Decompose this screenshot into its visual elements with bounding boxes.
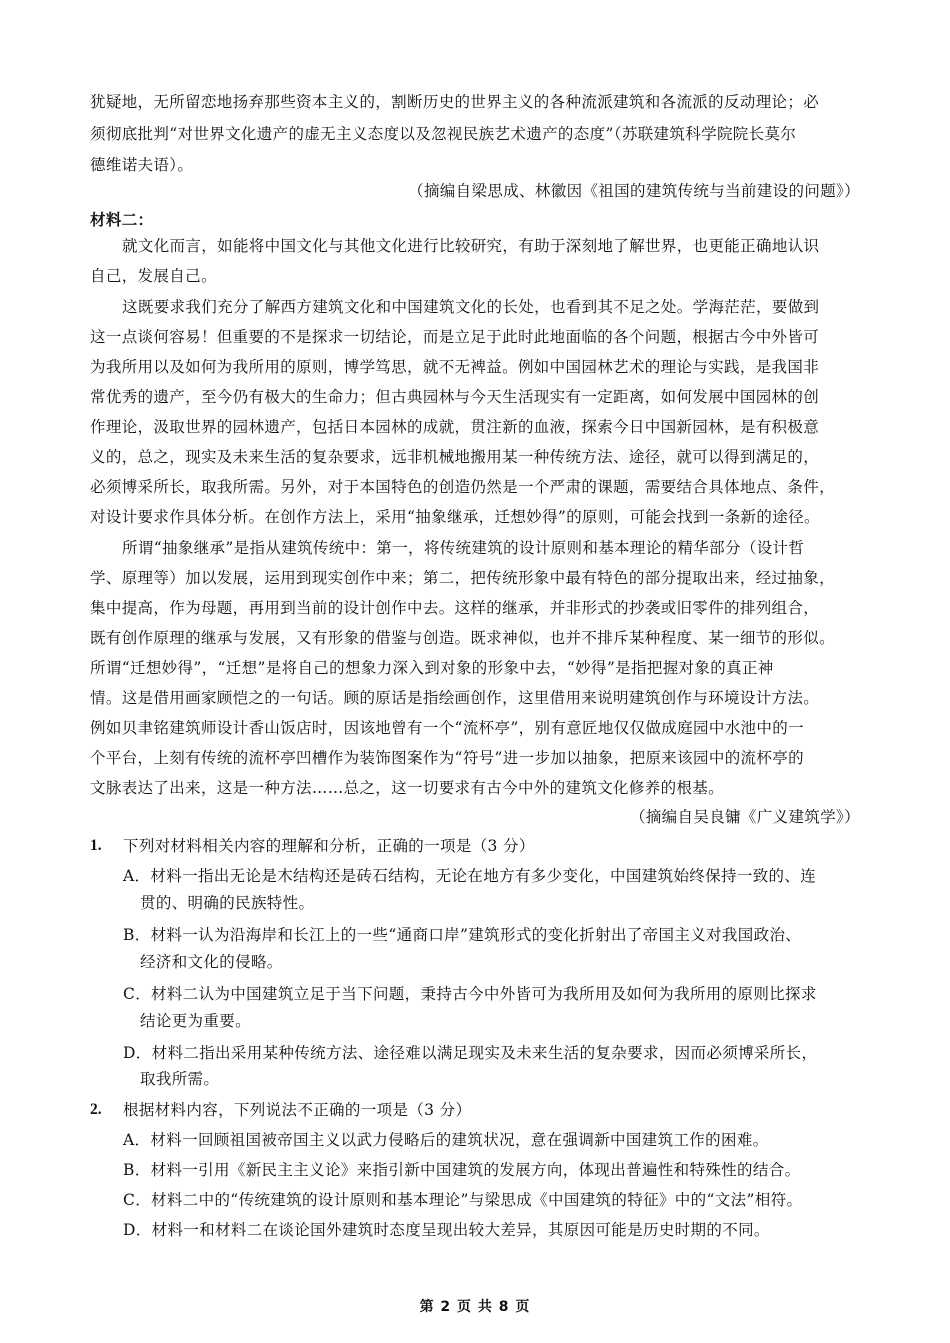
option-d-continued: 取我所需。 — [140, 1070, 220, 1088]
question-number: 2. — [90, 1101, 102, 1118]
paragraph-line: 学、原理等）加以发展，运用到现实创作中来；第二，把传统形象中最有特色的部分提取出来，经过抽象， — [90, 569, 835, 587]
paragraph-line: 为我所用以及如何为我所用的原则，博学笃思，就不无裨益。例如中国园林艺术的理论与实践，是我国非 — [90, 358, 820, 376]
paragraph-line: 所谓“抽象继承”是指从建筑传统中：第一，将传统建筑的设计原则和基本理论的精华部分（设计哲 — [122, 539, 805, 557]
paragraph-line: 就文化而言，如能将中国文化与其他文化进行比较研究，有助于深刻地了解世界，也更能正确地认识 — [122, 237, 820, 255]
page-footer: 第 2 页 共 8 页 — [419, 1299, 531, 1315]
paragraph-line: 个平台，上刻有传统的流杯亭凹槽作为装饰图案作为“符号”进一步加以抽象，把原来该园中的流杯亭的 — [90, 749, 804, 767]
option-c: C．材料二认为中国建筑立足于当下问题，秉持古今中外皆可为我所用及如何为我所用的原则比探求 — [123, 985, 817, 1003]
option-b: B．材料一引用《新民主主义论》来指引新中国建筑的发展方向，体现出普遍性和特殊性的结合。 — [123, 1161, 801, 1179]
source-citation-1: （摘编自梁思成、林徽因《祖国的建筑传统与当前建设的问题》） — [408, 182, 860, 200]
paragraph-line: 义的，总之，现实及未来生活的复杂要求，远非机械地搬用某一种传统方法、途径，就可以得到满足的， — [90, 448, 820, 466]
paragraph-line: 所谓“迁想妙得”，“迁想”是将自己的想象力深入到对象的形象中去，“妙得”是指把握对象的真正神 — [90, 659, 774, 677]
paragraph-line: 集中提高，作为母题，再用到当前的设计创作中去。这样的继承，并非形式的抄袭或旧零件的排列组合， — [90, 599, 820, 617]
option-a-continued: 贯的、明确的民族特性。 — [140, 894, 315, 912]
paragraph-line: 既有创作原理的继承与发展，又有形象的借鉴与创造。既求神似，也并不排斥某种程度、某一细节的形似。 — [90, 629, 835, 647]
option-d: D．材料一和材料二在谈论国外建筑时态度呈现出较大差异，其原因可能是历史时期的不同。 — [123, 1221, 770, 1239]
question-stem: 下列对材料相关内容的理解和分析，正确的一项是（3 分） — [123, 837, 535, 855]
paragraph-line: 自己，发展自己。 — [90, 267, 217, 285]
question-number: 1. — [90, 837, 102, 854]
paragraph-line: 文脉表达了出来，这是一种方法……总之，这一切要求有古今中外的建筑文化修养的根基。 — [90, 779, 725, 797]
material2-heading: 材料二： — [90, 211, 154, 229]
source-citation-2: （摘编自吴良镛《广义建筑学》） — [629, 808, 860, 826]
option-c: C．材料二中的“传统建筑的设计原则和基本理论”与梁思成《中国建筑的特征》中的“文法”相符。 — [123, 1191, 803, 1209]
option-b-continued: 经济和文化的侵略。 — [140, 953, 283, 971]
option-a: A．材料一回顾祖国被帝国主义以武力侵略后的建筑状况，意在强调新中国建筑工作的困难。 — [123, 1131, 769, 1149]
paragraph-line: 这既要求我们充分了解西方建筑文化和中国建筑文化的长处，也看到其不足之处。学海茫茫，要做到 — [122, 298, 820, 316]
material1-line: 须彻底批判“对世界文化遗产的虚无主义态度以及忽视民族艺术遗产的态度”（苏联建筑科学院院长莫尔 — [90, 125, 797, 143]
option-a: A．材料一指出无论是木结构还是砖石结构，无论在地方有多少变化，中国建筑始终保持一致的、连 — [123, 867, 817, 885]
paragraph-line: 这一点谈何容易！但重要的不是探求一切结论，而是立足于此时此地面临的各个问题，根据古今中外皆可 — [90, 328, 820, 346]
material1-line: 德维诺夫语）。 — [90, 156, 194, 174]
paragraph-line: 作理论，汲取世界的园林遗产，包括日本园林的成就，贯注新的血液，探索今日中国新园林，是有积极意 — [90, 418, 820, 436]
paragraph-line: 对设计要求作具体分析。在创作方法上，采用“抽象继承，迁想妙得”的原则，可能会找到一条新的途径。 — [90, 508, 820, 526]
option-c-continued: 结论更为重要。 — [140, 1012, 251, 1030]
material1-line: 犹疑地，无所留恋地扬弃那些资本主义的，割断历史的世界主义的各种流派建筑和各流派的反动理论；必 — [90, 93, 820, 111]
paragraph-line: 必须博采所长，取我所需。另外，对于本国特色的创造仍然是一个严肃的课题，需要结合具体地点、条件， — [90, 478, 835, 496]
paragraph-line: 情。这是借用画家顾恺之的一句话。顾的原话是指绘画创作，这里借用来说明建筑创作与环境设计方法。 — [90, 689, 820, 707]
paragraph-line: 常优秀的遗产，至今仍有极大的生命力；但古典园林与今天生活现实有一定距离，如何发展中国园林的创 — [90, 388, 820, 406]
option-b: B．材料一认为沿海岸和长江上的一些“通商口岸”建筑形式的变化折射出了帝国主义对我国政治、 — [123, 926, 802, 944]
paragraph-line: 例如贝聿铭建筑师设计香山饭店时，因该地曾有一个“流杯亭”，别有意匠地仅仅做成庭园中水池中的一 — [90, 719, 804, 737]
option-d: D．材料二指出采用某种传统方法、途径难以满足现实及未来生活的复杂要求，因而必须博采所长， — [123, 1044, 818, 1062]
question-stem: 根据材料内容，下列说法不正确的一项是（3 分） — [123, 1101, 472, 1119]
